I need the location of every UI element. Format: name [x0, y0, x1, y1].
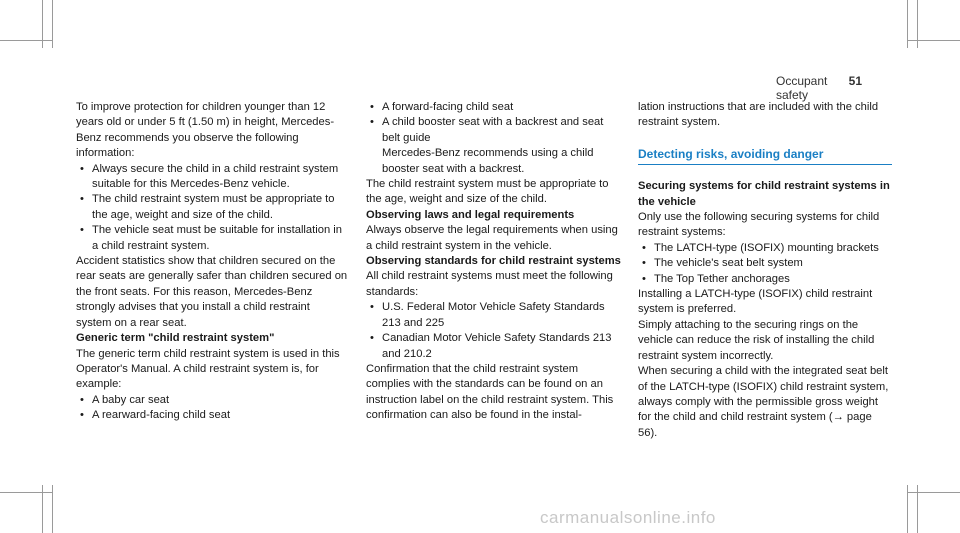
list-item: • A baby car seat: [76, 393, 348, 408]
securing-intro: Only use the following securing systems for child restraint systems:: [638, 211, 880, 239]
list-item: • The LATCH-type (ISOFIX) mounting brackets: [638, 241, 892, 256]
list-item: • Canadian Motor Vehicle Safety Standards 213 and 210.2: [366, 331, 622, 362]
column-1: [76, 100, 348, 424]
standards-paragraph: All child restraint systems must meet the following standards:: [366, 270, 613, 298]
crop-mark: [52, 485, 53, 533]
column-3: [638, 100, 892, 441]
list-item: • The child restraint system must be appropriate to the age, weight and size of the child.: [76, 192, 348, 223]
list-item: • A rearward-facing child seat: [76, 408, 348, 423]
list-item: • The Top Tether anchorages: [638, 272, 892, 287]
intro-paragraph: To improve protection for children younger than 12 years old or under 5 ft (1.50 m) in height, Mercedes-Benz recommends you observe the following information:: [76, 101, 335, 160]
crop-mark: [907, 492, 960, 493]
generic-paragraph: The generic term child restraint system is used in this Operator's Manual. A child restraint system is, for example:: [76, 347, 340, 391]
booster-note: Mercedes-Benz recommends using a child booster seat with a backrest.: [382, 147, 594, 175]
heading-laws: Observing laws and legal requirements: [366, 208, 575, 221]
crop-mark: [0, 492, 52, 493]
bullet-list: [76, 162, 348, 254]
continued-paragraph: lation instructions that are included with the child restraint system.: [638, 101, 879, 129]
bullet-list: [366, 100, 622, 146]
heading-generic-term: Generic term "child restraint system": [76, 332, 275, 345]
section-name: Occupant safety: [776, 74, 828, 102]
belt-paragraph: When securing a child with the integrated seat belt of the LATCH-type (ISOFIX) child restraint system, always comply with the permissible gross weight for the child and child restraint system (→ page 56).: [638, 365, 889, 439]
section-title: Detecting risks, avoiding danger: [638, 147, 892, 165]
bullet-list: [366, 300, 622, 362]
list-item: • Always secure the child in a child restraint system suitable for this Mercedes-Benz vehicle.: [76, 162, 348, 193]
crop-mark: [907, 40, 960, 41]
list-item: • A child booster seat with a backrest and seat belt guide: [366, 115, 622, 146]
crop-mark: [0, 40, 52, 41]
heading-standards: Observing standards for child restraint systems: [366, 255, 621, 268]
heading-securing-systems: Securing systems for child restraint systems in the vehicle: [638, 180, 890, 208]
crop-mark: [52, 0, 53, 48]
confirmation-paragraph: Confirmation that the child restraint system complies with the standards can be found on an instruction label on the child restraint system. This confirmation can also be found in the instal-: [366, 362, 614, 422]
accident-paragraph: Accident statistics show that children secured on the rear seats are generally safer than children secured on the front seats. For this reason, Mercedes-Benz strongly advises that you install a child restraint system on a rear seat.: [76, 255, 348, 329]
list-item: • The vehicle seat must be suitable for installation in a child restraint system.: [76, 223, 348, 254]
laws-paragraph: Always observe the legal requirements when using a child restraint system in the vehicle.: [366, 224, 618, 252]
latch-paragraph: Installing a LATCH-type (ISOFIX) child restraint system is preferred.: [638, 288, 873, 316]
rings-paragraph: Simply attaching to the securing rings on the vehicle can reduce the risk of installing the child restraint system incorrectly.: [638, 318, 875, 362]
list-item: • The vehicle's seat belt system: [638, 256, 892, 271]
column-2: [366, 100, 622, 424]
list-item: • U.S. Federal Motor Vehicle Safety Standards 213 and 225: [366, 300, 622, 331]
page-header: [776, 74, 862, 102]
bullet-list: [638, 241, 892, 287]
appropriate-paragraph: The child restraint system must be appropriate to the age, weight and size of the child.: [366, 178, 609, 206]
watermark: carmanualsonline.info: [540, 508, 716, 527]
page-number: 51: [848, 74, 862, 88]
bullet-list: [76, 393, 348, 424]
list-item: • A forward-facing child seat: [366, 100, 622, 115]
